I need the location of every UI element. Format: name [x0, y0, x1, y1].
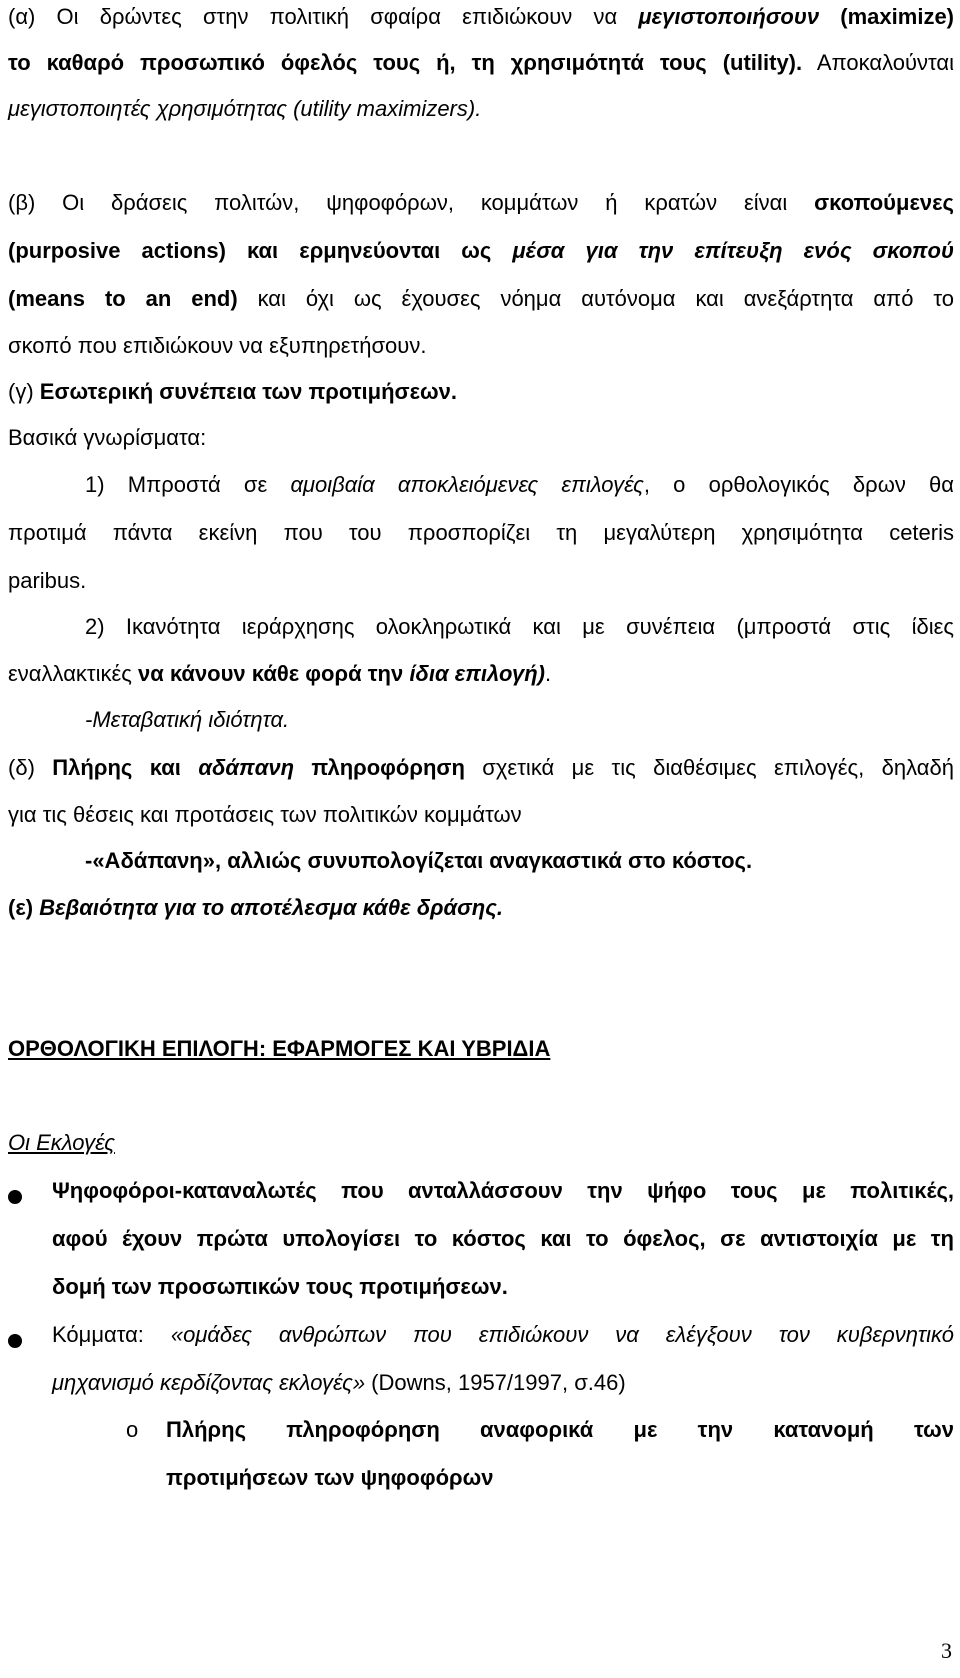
sub-bullet-line-1: Πλήρης πληροφόρηση αναφορικά με την κατανομή των [166, 1417, 954, 1442]
para-a-line-1: (α) Οι δρώντες στην πολιτική σφαίρα επιδιώκουν να μεγιστοποιήσουν (maximize) [8, 4, 954, 29]
item-2-line-2: εναλλακτικές να κάνουν κάθε φορά την ίδια επιλογή). [8, 661, 552, 686]
para-a-line-3: μεγιστοποιητές χρησιμότητας (utility maximizers). [8, 96, 482, 121]
sub-bullet-marker: o [126, 1417, 139, 1442]
item-3-transitive: -Μεταβατική ιδιότητα. [85, 707, 290, 732]
item-1-line-1: 1) Μπροστά σε αμοιβαία αποκλειόμενες επιλογές, ο ορθολογικός δρων θα [85, 472, 954, 497]
item-1-line-3: paribus. [8, 568, 87, 593]
section-heading: ΟΡΘΟΛΟΓΙΚΗ ΕΠΙΛΟΓΗ: ΕΦΑΡΜΟΓΕΣ ΚΑΙ ΥΒΡΙΔΙΑ [8, 1036, 551, 1061]
section-subheading: Οι Εκλογές [8, 1130, 115, 1155]
para-b-line-1: (β) Οι δράσεις πολιτών, ψηφοφόρων, κομμάτων ή κρατών είναι σκοπούμενες [8, 190, 954, 215]
sub-bullet-line-2: προτιμήσεων των ψηφοφόρων [166, 1465, 494, 1490]
page-number: 3 [941, 1638, 952, 1663]
para-d-line-2: για τις θέσεις και προτάσεις των πολιτικών κομμάτων [8, 802, 522, 827]
bullet-icon [8, 1190, 22, 1204]
bullet-2-line-1: Κόμματα: «ομάδες ανθρώπων που επιδιώκουν να ελέγξουν τον κυβερνητικό [52, 1322, 954, 1347]
para-d-line-1: (δ) Πλήρης και αδάπανη πληροφόρηση σχετικά με τις διαθέσιμες επιλογές, δηλαδή [8, 755, 954, 780]
para-b-line-3: (means to an end) και όχι ως έχουσες νόημα αυτόνομα και ανεξάρτητα από το [8, 286, 954, 311]
bullet-1-line-3: δομή των προσωπικών τους προτιμήσεων. [52, 1274, 508, 1299]
para-b-line-4: σκοπό που επιδιώκουν να εξυπηρετήσουν. [8, 333, 427, 358]
bullet-icon [8, 1334, 22, 1348]
para-d-line-3: -«Αδάπανη», αλλιώς συνυπολογίζεται αναγκαστικά στο κόστος. [85, 848, 753, 873]
para-c-heading: (γ) Εσωτερική συνέπεια των προτιμήσεων. [8, 379, 457, 404]
para-e-line-1: (ε) Βεβαιότητα για το αποτέλεσμα κάθε δράσης. [8, 895, 503, 920]
para-a-line-2: το καθαρό προσωπικό όφελός τους ή, τη χρησιμότητά τους (utility). Αποκαλούνται [8, 50, 954, 75]
item-1-line-2: προτιμά πάντα εκείνη που του προσπορίζει τη μεγαλύτερη χρησιμότητα ceteris [8, 520, 954, 545]
bullet-2-line-2: μηχανισμό κερδίζοντας εκλογές» (Downs, 1957/1997, σ.46) [52, 1370, 626, 1395]
para-c-basic-features: Βασικά γνωρίσματα: [8, 425, 207, 450]
item-2-line-1: 2) Ικανότητα ιεράρχησης ολοκληρωτικά και με συνέπεια (μπροστά στις ίδιες [85, 614, 954, 639]
bullet-1-line-2: αφού έχουν πρώτα υπολογίσει το κόστος και το όφελος, σε αντιστοιχία με τη [52, 1226, 954, 1251]
para-b-line-2: (purposive actions) και ερμηνεύονται ως μέσα για την επίτευξη ενός σκοπού [8, 238, 954, 263]
bullet-1-line-1: Ψηφοφόροι-καταναλωτές που ανταλλάσσουν την ψήφο τους με πολιτικές, [52, 1178, 954, 1203]
